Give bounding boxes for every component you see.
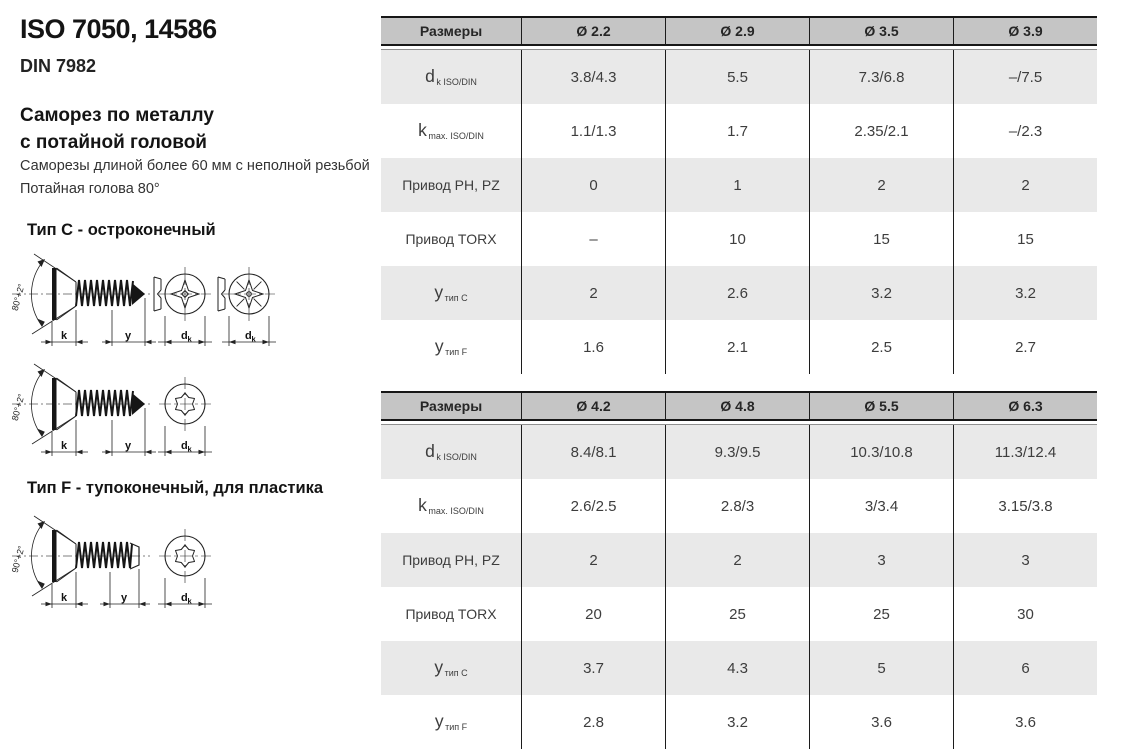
description-line1: Саморезы длиной более 60 мм с неполной резьбой: [20, 158, 370, 174]
drawing-type-f-torx: [8, 514, 223, 612]
row-label-sub: max. ISO/DIN: [428, 131, 484, 141]
value-cell: 3.6: [953, 695, 1097, 749]
row-label-main: d: [425, 441, 435, 462]
value-cell: 3.2: [665, 695, 809, 749]
dim-label-k: k: [60, 592, 68, 604]
table-row: [381, 533, 1097, 587]
value-cell: 3/3.4: [809, 479, 953, 533]
value-cell: 25: [665, 587, 809, 641]
value-cell: –/2.3: [953, 104, 1097, 158]
row-label-main: Привод TORX: [405, 606, 497, 622]
value-cell: 2: [665, 533, 809, 587]
value-cell: 2.8/3: [665, 479, 809, 533]
table-row: [381, 479, 1097, 533]
row-label: [381, 479, 521, 533]
header-cell-size: Ø 3.5: [809, 18, 953, 44]
angle-label-type-c: 80°+2°: [9, 392, 27, 422]
value-cell: 5: [809, 641, 953, 695]
table-row: [381, 104, 1097, 158]
row-label-sub: тип F: [445, 722, 468, 732]
value-cell: 2.6: [665, 266, 809, 320]
header-cell-size: Ø 4.2: [521, 393, 665, 419]
value-cell: 30: [953, 587, 1097, 641]
row-label-sub: k ISO/DIN: [436, 77, 477, 87]
dim-label-dk: d: [181, 592, 188, 604]
row-label: [381, 533, 521, 587]
value-cell: 2.5: [809, 320, 953, 374]
tables-region: [381, 0, 1097, 753]
dim-label-y: y: [124, 440, 132, 452]
row-label: [381, 695, 521, 749]
value-cell: –/7.5: [953, 50, 1097, 104]
dim-label-dk-sub: k: [187, 596, 192, 606]
value-cell: 2: [809, 158, 953, 212]
value-cell: 10: [665, 212, 809, 266]
pz-recess-icon: [218, 267, 275, 321]
value-cell: 15: [953, 212, 1097, 266]
row-label-main: Привод PH, PZ: [402, 552, 500, 568]
value-cell: 11.3/12.4: [953, 425, 1097, 479]
dim-label-y: y: [120, 592, 128, 604]
value-cell: 2.7: [953, 320, 1097, 374]
torx-recess-icon: [159, 529, 211, 583]
row-label: [381, 50, 521, 104]
table-header-row: [381, 391, 1097, 421]
dim-label-dk: d: [245, 330, 252, 342]
table-row: [381, 641, 1097, 695]
row-label: [381, 320, 521, 374]
value-cell: 3.2: [809, 266, 953, 320]
value-cell: 2.8: [521, 695, 665, 749]
product-name-line1: Саморез по металлу: [20, 105, 214, 126]
value-cell: 10.3/10.8: [809, 425, 953, 479]
value-cell: 2.35/2.1: [809, 104, 953, 158]
dim-label-dk-sub: k: [187, 444, 192, 454]
value-cell: 3.8/4.3: [521, 50, 665, 104]
value-cell: 1.6: [521, 320, 665, 374]
header-cell-size: Ø 5.5: [809, 393, 953, 419]
row-label-main: y: [434, 282, 444, 303]
table-row: [381, 266, 1097, 320]
value-cell: 0: [521, 158, 665, 212]
dim-label-y: y: [124, 330, 132, 342]
value-cell: –: [521, 212, 665, 266]
value-cell: 2: [953, 158, 1097, 212]
value-cell: 5.5: [665, 50, 809, 104]
table-row: [381, 587, 1097, 641]
table-row: [381, 695, 1097, 749]
row-label-main: k: [418, 495, 427, 516]
header-cell-size: Ø 2.2: [521, 18, 665, 44]
value-cell: 3: [809, 533, 953, 587]
value-cell: 6: [953, 641, 1097, 695]
ph-recess-icon: [154, 267, 211, 321]
row-label-main: y: [434, 711, 444, 732]
row-label-main: k: [418, 120, 427, 141]
value-cell: 1.1/1.3: [521, 104, 665, 158]
row-label-sub: тип C: [444, 668, 468, 678]
drawing-type-c-torx: [8, 362, 223, 460]
header-cell-size: Ø 4.8: [665, 393, 809, 419]
value-cell: 2.1: [665, 320, 809, 374]
angle-label-type-c: 80°+2°: [9, 282, 27, 312]
row-label-main: y: [434, 336, 444, 357]
value-cell: 1: [665, 158, 809, 212]
row-label-main: Привод TORX: [405, 231, 497, 247]
row-label-main: d: [425, 66, 435, 87]
standard-subtitle: DIN 7982: [20, 56, 97, 76]
standard-title: ISO 7050, 14586: [20, 14, 217, 44]
value-cell: 20: [521, 587, 665, 641]
value-cell: 1.7: [665, 104, 809, 158]
value-cell: 3.15/3.8: [953, 479, 1097, 533]
row-label: [381, 266, 521, 320]
dim-label-dk-sub: k: [187, 334, 192, 344]
table-row: [381, 158, 1097, 212]
spec-table: [381, 16, 1097, 374]
header-cell-size: Ø 6.3: [953, 393, 1097, 419]
product-name: [20, 102, 214, 156]
torx-recess-icon: [159, 377, 211, 431]
value-cell: 25: [809, 587, 953, 641]
type-f-heading: Тип F - тупоконечный, для пластика: [27, 479, 324, 497]
row-label: [381, 425, 521, 479]
dim-label-k: k: [60, 440, 68, 452]
value-cell: 3: [953, 533, 1097, 587]
table-header-row: [381, 16, 1097, 46]
description-line2: Потайная голова 80°: [20, 181, 160, 197]
header-cell-label: Размеры: [419, 398, 483, 414]
product-name-line2: с потайной головой: [20, 132, 207, 153]
value-cell: 7.3/6.8: [809, 50, 953, 104]
row-label: [381, 587, 521, 641]
row-label-sub: тип F: [445, 347, 468, 357]
value-cell: 15: [809, 212, 953, 266]
row-label-main: y: [434, 657, 444, 678]
dim-label-dk: d: [181, 330, 188, 342]
table-row: [381, 50, 1097, 104]
header-cell-size: Ø 2.9: [665, 18, 809, 44]
row-label: [381, 104, 521, 158]
header-cell-size: Ø 3.9: [953, 18, 1097, 44]
row-label: [381, 158, 521, 212]
table-row: [381, 320, 1097, 374]
value-cell: 3.2: [953, 266, 1097, 320]
row-label-sub: k ISO/DIN: [436, 452, 477, 462]
dim-label-dk-sub: k: [251, 334, 256, 344]
dim-label-dk: d: [181, 440, 188, 452]
value-cell: 2: [521, 266, 665, 320]
value-cell: 4.3: [665, 641, 809, 695]
row-label: [381, 212, 521, 266]
row-label: [381, 641, 521, 695]
value-cell: 3.6: [809, 695, 953, 749]
dim-label-k: k: [60, 330, 68, 342]
drawing-type-c-ph-pz: [8, 252, 278, 350]
spec-table: [381, 391, 1097, 749]
row-label-sub: тип C: [444, 293, 468, 303]
table-row: [381, 212, 1097, 266]
value-cell: 2: [521, 533, 665, 587]
value-cell: 3.7: [521, 641, 665, 695]
header-cell-label: Размеры: [419, 23, 483, 39]
type-c-heading: Тип C - остроконечный: [27, 221, 216, 239]
row-label-sub: max. ISO/DIN: [428, 506, 484, 516]
angle-label-type-f: 90°+2°: [9, 544, 27, 574]
table-row: [381, 425, 1097, 479]
value-cell: 2.6/2.5: [521, 479, 665, 533]
row-label-main: Привод PH, PZ: [402, 177, 500, 193]
value-cell: 9.3/9.5: [665, 425, 809, 479]
value-cell: 8.4/8.1: [521, 425, 665, 479]
